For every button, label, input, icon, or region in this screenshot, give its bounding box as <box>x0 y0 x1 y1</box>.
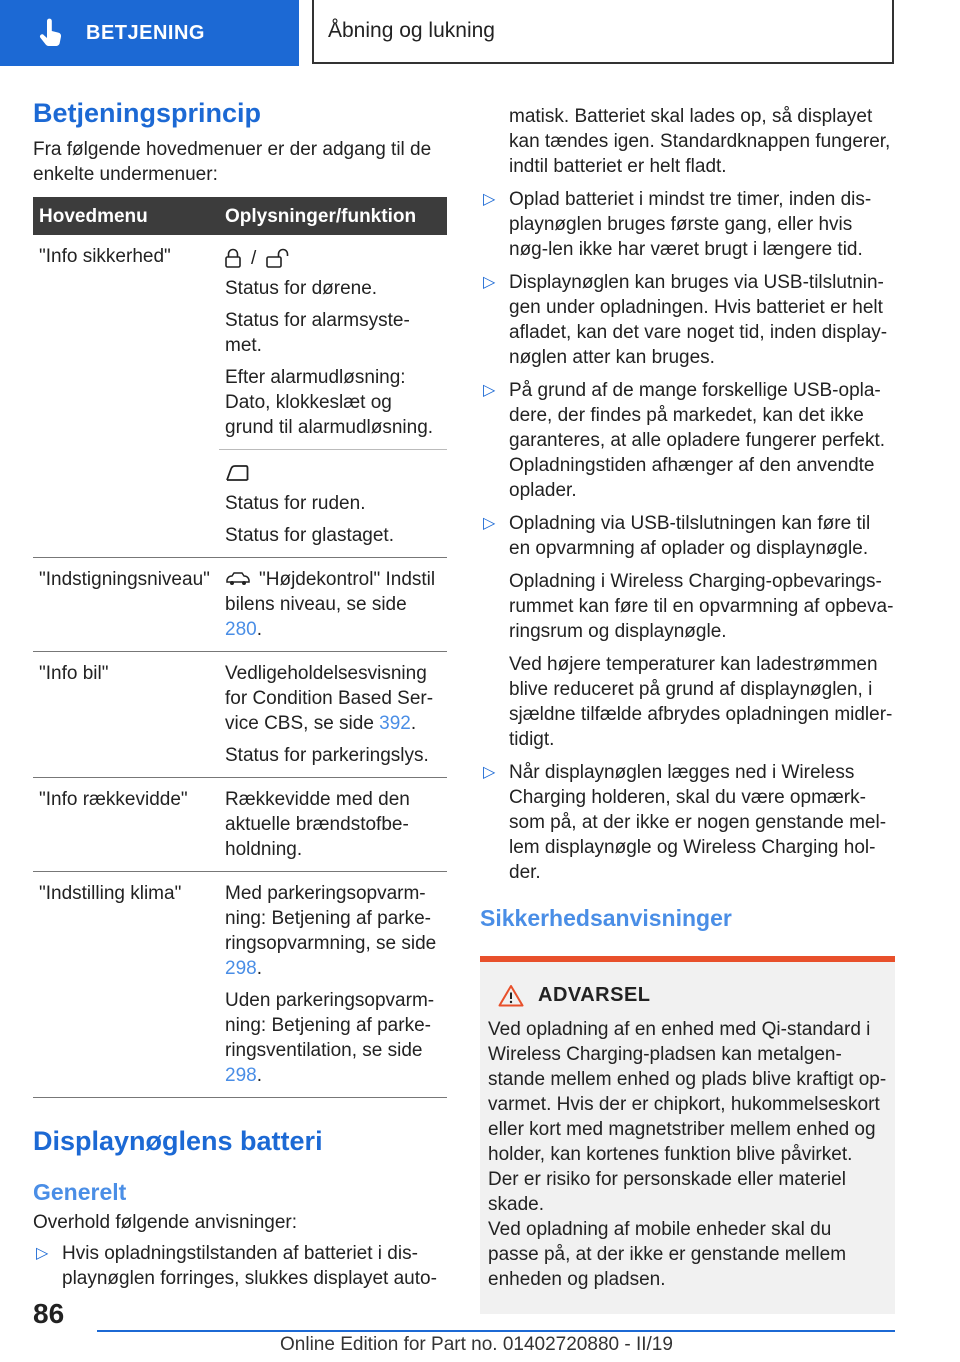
list-item: ▷ Hvis opladningstilstanden af batteriet i dis-playnøglen forringes, slukkes displayet auto- <box>36 1243 437 1289</box>
continued-text: matisk. Batteriet skal lades op, så displayet kan tændes igen. Standardknappen fungerer, indtil batteriet er helt fladt. <box>509 106 891 177</box>
heading-betjeningsprincip: Betjeningsprincip <box>33 98 262 128</box>
subheading-generelt: Generelt <box>33 1179 127 1205</box>
list-item: ▷ Opladning via USB-tilslutningen kan føre til en opvarmning af oplader og displaynøgle. Opladning i Wireless Charging-opbevarings-rummet kan føre til en opvarmning af opbeva-ringsrum og displaynøgle. Ved højere temperaturer kan ladestrømmen blive reduceret på grund af displaynøglen, i sjældne tilfælde afbrydes opladningen midler-tidigt. <box>483 513 894 750</box>
warning-triangle-icon <box>498 984 524 1007</box>
footer-edition: Online Edition for Part no. 01402720880 - II/19 <box>280 1334 673 1355</box>
menu-cell: "Info bil" <box>33 652 219 778</box>
table-row <box>33 235 447 450</box>
list-item: ▷ På grund af de mange forskellige USB-opla-dere, der findes på markedet, kan det ikke garanteres, at alle opladere fungerer perfekt. Opladningstiden afhænger af den anvendte oplader. <box>483 380 886 501</box>
table-header-info: Oplysninger/funktion <box>219 197 447 235</box>
lock-closed-icon <box>225 248 241 268</box>
page-ref-link[interactable]: 392 <box>379 713 411 734</box>
window-icon <box>225 464 249 482</box>
heading-sikkerhedsanvisninger: Sikkerhedsanvisninger <box>480 905 732 931</box>
table-row <box>33 652 447 778</box>
menu-cell-empty <box>33 450 219 558</box>
section-label: BETJENING <box>86 21 205 44</box>
warning-title: ADVARSEL <box>538 984 651 1006</box>
triangle-bullet-icon: ▷ <box>483 274 496 291</box>
list-item-extra: Ved højere temperaturer kan ladestrømmen blive reduceret på grund af displaynøglen, i sjældne tilfælde afbrydes opladningen midler-tidigt. <box>509 654 893 750</box>
menu-cell: "Indstilling klima" <box>33 872 219 1098</box>
menu-table <box>33 197 447 1098</box>
info-line: Status for alarmsyste-met. <box>225 310 410 356</box>
triangle-bullet-icon: ▷ <box>483 764 496 781</box>
list-item-extra: Opladning i Wireless Charging-opbevarings-rummet kan føre til en opvarmning af opbeva-ringsrum og displaynøgle. <box>509 571 894 642</box>
menu-cell: "Indstigningsniveau" <box>33 558 219 652</box>
info-cell: Rækkevidde med den aktuelle brændstofbe-holdning. <box>219 778 447 872</box>
info-cell <box>219 235 447 450</box>
menu-cell: "Info sikkerhed" <box>39 246 171 267</box>
page-number: 86 <box>33 1298 65 1329</box>
lock-icons <box>225 244 441 272</box>
list-item: ▷ Når displaynøglen lægges ned i Wireless Charging holderen, skal du være opmærk-som på, at der ikke er nogen genstande mel-lem displaynøgle og Wireless Charging hol-der. <box>483 762 887 883</box>
page-ref-link[interactable]: 280 <box>225 619 257 640</box>
info-line: Status for glastaget. <box>225 525 394 546</box>
triangle-bullet-icon: ▷ <box>483 191 496 208</box>
bullet-list <box>480 187 895 885</box>
info-cell <box>219 450 447 558</box>
table-row <box>33 558 447 652</box>
triangle-bullet-icon: ▷ <box>483 382 496 399</box>
footer-divider <box>97 1330 895 1332</box>
table-row <box>33 450 447 558</box>
triangle-bullet-icon: ▷ <box>36 1245 49 1262</box>
intro-text: Fra følgende hovedmenuer er der adgang til de enkelte undermenuer: <box>33 139 432 185</box>
right-column <box>480 104 895 1314</box>
menu-cell: "Info rækkevidde" <box>33 778 219 872</box>
chapter-title: Åbning og lukning <box>312 0 894 64</box>
info-cell: "Højdekontrol" Indstil bilens niveau, se side 280. <box>219 558 447 652</box>
list-item: ▷ Displaynøglen kan bruges via USB-tilslutnin-gen under opladningen. Hvis batteriet er helt afladet, kan det vare noget tid, inden display-nøglen atter kan bruges. <box>483 272 888 368</box>
warning-box <box>480 956 895 1314</box>
info-line: Status for dørene. <box>225 278 378 299</box>
section-tab[interactable] <box>0 0 299 66</box>
warning-text: Ved opladning af mobile enheder skal du passe på, at der ikke er genstande mellem enheden og pladsen. <box>488 1219 847 1290</box>
page-ref-link[interactable]: 298 <box>225 958 257 979</box>
list-item: ▷ Oplad batteriet i mindst tre timer, inden dis-playnøglen bruges første gang, eller hvis nøg-len ikke har været brugt i længere tid. <box>483 189 872 260</box>
car-height-icon <box>225 571 251 587</box>
table-row <box>33 872 447 1098</box>
info-cell: Med parkeringsopvarm-ning: Betjening af parke-ringsopvarmning, se side 298. Uden parkeringsopvarm-ning: Betjening af parke-ringsventilation, se side 298. <box>219 872 447 1098</box>
page-header <box>0 0 960 66</box>
table-header-menu: Hovedmenu <box>33 197 219 235</box>
triangle-bullet-icon: ▷ <box>483 515 496 532</box>
slash-separator: / <box>251 247 257 269</box>
info-line: Efter alarmudløsning: Dato, klokkeslæt og grund til alarmudløsning. <box>225 367 434 438</box>
info-cell: Vedligeholdelsesvisning for Condition Based Ser-vice CBS, se side 392. Status for parkeringslys. <box>219 652 447 778</box>
info-line: Status for parkeringslys. <box>225 745 429 766</box>
hand-pointer-icon <box>38 18 64 48</box>
sub-intro: Overhold følgende anvisninger: <box>33 1212 298 1233</box>
page-ref-link[interactable]: 298 <box>225 1065 257 1086</box>
warning-text: Ved opladning af en enhed med Qi-standard i Wireless Charging-pladsen kan metalgen-stande mellem enhed og plads blive kraftigt op-varmet. Hvis der er chipkort, hukommelseskort eller kort med magnetstriber mellem enhed og holder, kan kortenes funktion blive påvirket. Der er risiko for personskade eller materiel skade. <box>488 1019 887 1215</box>
table-row <box>33 778 447 872</box>
heading-displaynoeglens-batteri: Displaynøglens batteri <box>33 1126 323 1156</box>
lock-open-icon <box>266 248 290 268</box>
left-column <box>33 98 447 1299</box>
info-line: Status for ruden. <box>225 493 366 514</box>
bullet-list <box>33 1241 447 1291</box>
